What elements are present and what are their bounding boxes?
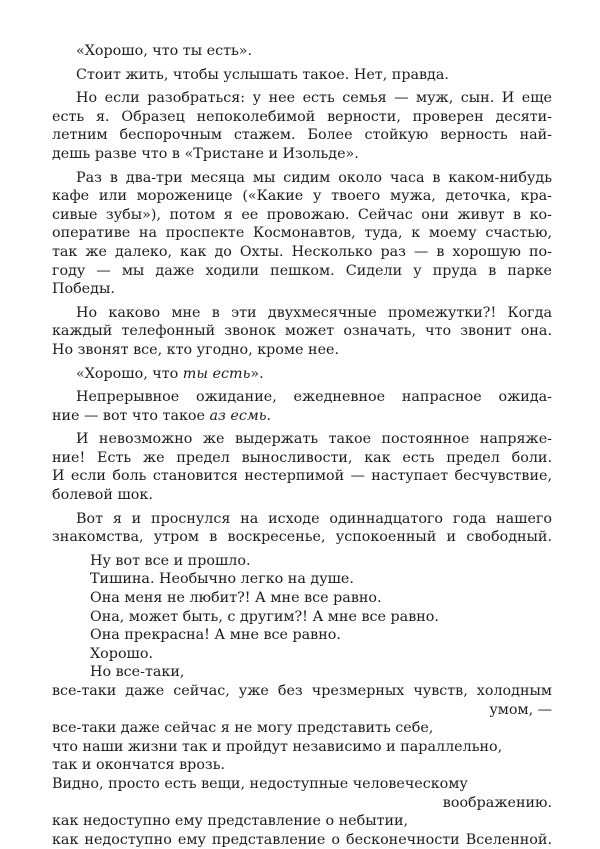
text-line: так и окончатся врозь. [52, 757, 226, 774]
paragraph-p5 [52, 304, 552, 360]
text-line: Она, может быть, с другим?! А мне все равно. [90, 608, 439, 625]
paragraph-p7 [52, 388, 552, 425]
paragraph-p2 [52, 66, 552, 85]
text-line: Хорошо. [90, 645, 153, 662]
text-line: Но звонят все, кто угодно, кроме нее. [52, 341, 340, 358]
text-line: Но все-таки, [90, 664, 185, 681]
text-line: как недоступно ему представление о небытии, [52, 813, 409, 830]
text-line: как недоступно ему представление о бесконечности Вселенной. [52, 831, 552, 848]
text-line: «Хорошо, что ты есть». [76, 365, 264, 382]
text-line: Вот я и проснулся на исходе одиннадцатого года нашего [76, 510, 552, 527]
text-line: Тишина. Необычно легко на душе. [90, 571, 354, 588]
text-line: Но если разобраться: у нее есть семья — муж, сын. И еще [76, 90, 552, 107]
text-line: «Хорошо, что ты есть». [76, 43, 253, 59]
text-line: И невозможно же выдержать такое постоянное напряже- [76, 431, 552, 448]
text-line: знакомства, утром в воскресенье, успокоенный и свободный. [52, 529, 552, 546]
text-line: так же далеко, как до Охты. Несколько раз — в хорошую по- [52, 243, 552, 260]
text-line: Но каково мне в эти двухмесячные промежутки?! Когда [76, 304, 552, 321]
text-line: умом, — [489, 701, 552, 718]
emphasis: аз есмь [209, 407, 267, 424]
paragraph-p1 [52, 42, 552, 61]
text-line: Она прекрасна! А мне все равно. [90, 627, 341, 644]
text-line: все-таки даже сейчас, уже без чрезмерных чувств, холодным [52, 683, 552, 699]
text-line: И если боль становится нестерпимой — наступает бесчувствие, [52, 468, 552, 485]
text-line: Победы. [52, 281, 115, 298]
text-line: году — мы даже ходили пешком. Сидели у пруда в парке [52, 262, 552, 279]
text-line: ние — вот что такое аз есмь. [52, 407, 272, 424]
text-line: дешь разве что в «Тристане и Изольде». [52, 145, 359, 162]
paragraph-p4 [52, 169, 552, 299]
text-line: ние! Есть же предел выносливости, как есть предел боли. [52, 449, 552, 466]
text-line: есть я. Образец непоколебимой верности, проверен десяти- [52, 108, 552, 125]
paragraph-p10 [52, 552, 552, 849]
text-line: Стоит жить, чтобы услышать такое. Нет, правда. [76, 66, 449, 83]
text-line: кафе или мороженице («Какие у твоего мужа, деточка, кра- [52, 188, 552, 205]
text-line: что наши жизни так и пройдут независимо и параллельно, [52, 738, 503, 755]
emphasis: ты есть [182, 365, 251, 382]
paragraph-p3 [52, 89, 552, 163]
text-line: каждый телефонный звонок может означать, что звонит она. [52, 323, 552, 340]
paragraph-p6 [52, 365, 552, 384]
paragraph-p9 [52, 510, 552, 547]
text-line: оперативе на проспекте Космонавтов, туда, к моему счастью, [52, 225, 552, 242]
text-line: Ну вот все и прошло. [90, 552, 251, 569]
paragraph-p8 [52, 430, 552, 504]
page-text [52, 42, 552, 849]
text-line: Она меня не любит?! А мне все равно. [90, 590, 382, 607]
text-line: летним беспорочным стажем. Более стойкую верность най- [52, 127, 552, 144]
text-line: сивые зубы»), потом я ее провожаю. Сейчас они живут в ко- [52, 206, 552, 223]
text-line: Непрерывное ожидание, ежедневное напрасное ожида- [76, 389, 552, 406]
text-line: воображению. [442, 794, 552, 811]
text-line: Раз в два-три месяца мы сидим около часа в каком-нибудь [76, 169, 552, 186]
text-line: болевой шок. [52, 487, 153, 504]
text-line: все-таки даже сейчас я не могу представить себе, [52, 720, 434, 737]
text-line: Видно, просто есть вещи, недоступные человеческому [52, 775, 468, 792]
